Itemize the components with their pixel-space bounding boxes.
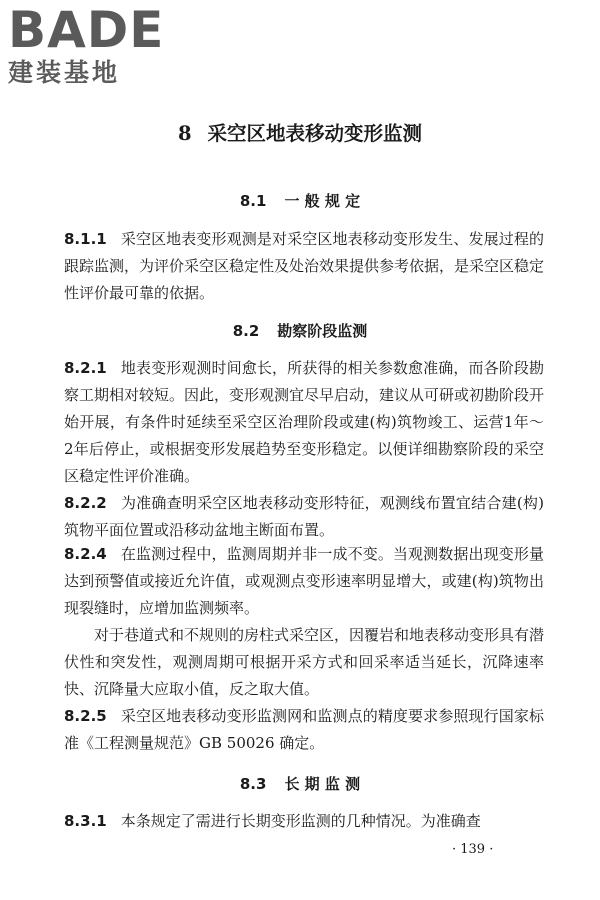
clause-number: 8.2.4 (64, 545, 107, 563)
section-title: 一 般 规 定 (284, 192, 361, 210)
section-number: 8.1 (239, 192, 267, 210)
paragraph (64, 490, 544, 544)
paragraph (64, 226, 544, 307)
paragraph-text: 采空区地表变形观测是对采空区地表移动变形发生、发展过程的跟踪监测，为评价采空区稳定性及处治效果提供参考依据，是采空区稳定性评价最可靠的依据。 (64, 230, 545, 302)
paragraph (64, 622, 544, 703)
paragraph-text: 为准确查明采空区地表移动变形特征，观测线布置宜结合建(构)筑物平面位置或沿移动盆地主断面布置。 (64, 494, 544, 539)
section-heading (0, 320, 600, 341)
section-heading (0, 773, 600, 794)
section-heading (0, 190, 600, 211)
bade-logo (8, 2, 164, 88)
chapter-title-text: 采空区地表移动变形监测 (207, 122, 423, 145)
clause-number: 8.2.2 (64, 494, 107, 512)
paragraph-text: 地表变形观测时间愈长，所获得的相关参数愈准确，而各阶段勘察工期相对较短。因此，变形观测宜尽早启动，建议从可研或初勘阶段开始开展，有条件时延续至采空区治理阶段或建(构)筑物竣工、运营1年～2年后停止，或根据变形发展趋势至变形稳定。以便详细勘察阶段的采空区稳定性评价准确。 (64, 359, 545, 485)
paragraph (64, 703, 544, 757)
chapter-number: 8 (177, 122, 192, 145)
section-number: 8.2 (232, 322, 260, 340)
paragraph (64, 541, 544, 622)
section-title: 长 期 监 测 (284, 775, 361, 793)
paragraph-text: 在监测过程中，监测周期并非一成不变。当观测数据出现变形量达到预警值或接近允许值，或观测点变形速率明显增大，或建(构)筑物出现裂缝时，应增加监测频率。 (64, 545, 544, 617)
clause-number: 8.2.1 (64, 359, 107, 377)
paragraph-text: 采空区地表移动变形监测网和监测点的精度要求参照现行国家标准《工程测量规范》GB 50026 确定。 (64, 707, 544, 752)
paragraph-text: 本条规定了需进行长期变形监测的几种情况。为准确查 (120, 812, 481, 830)
clause-number: 8.1.1 (64, 230, 107, 248)
section-number: 8.3 (239, 775, 267, 793)
clause-number: 8.3.1 (64, 812, 107, 830)
paragraph (64, 355, 544, 490)
paragraph-text: 对于巷道式和不规则的房柱式采空区，因覆岩和地表移动变形具有潜伏性和突发性，观测周期可根据开采方式和回采率适当延长，沉降速率快、沉降量大应取小值，反之取大值。 (64, 626, 545, 698)
paragraph (64, 808, 544, 835)
logo-wordmark: BADE (8, 1, 165, 59)
page-number: · 139 · (452, 842, 494, 857)
logo-subtitle: 建装基地 (8, 58, 121, 87)
clause-number: 8.2.5 (64, 707, 107, 725)
chapter-title (0, 118, 600, 146)
section-title: 勘察阶段监测 (277, 322, 368, 340)
